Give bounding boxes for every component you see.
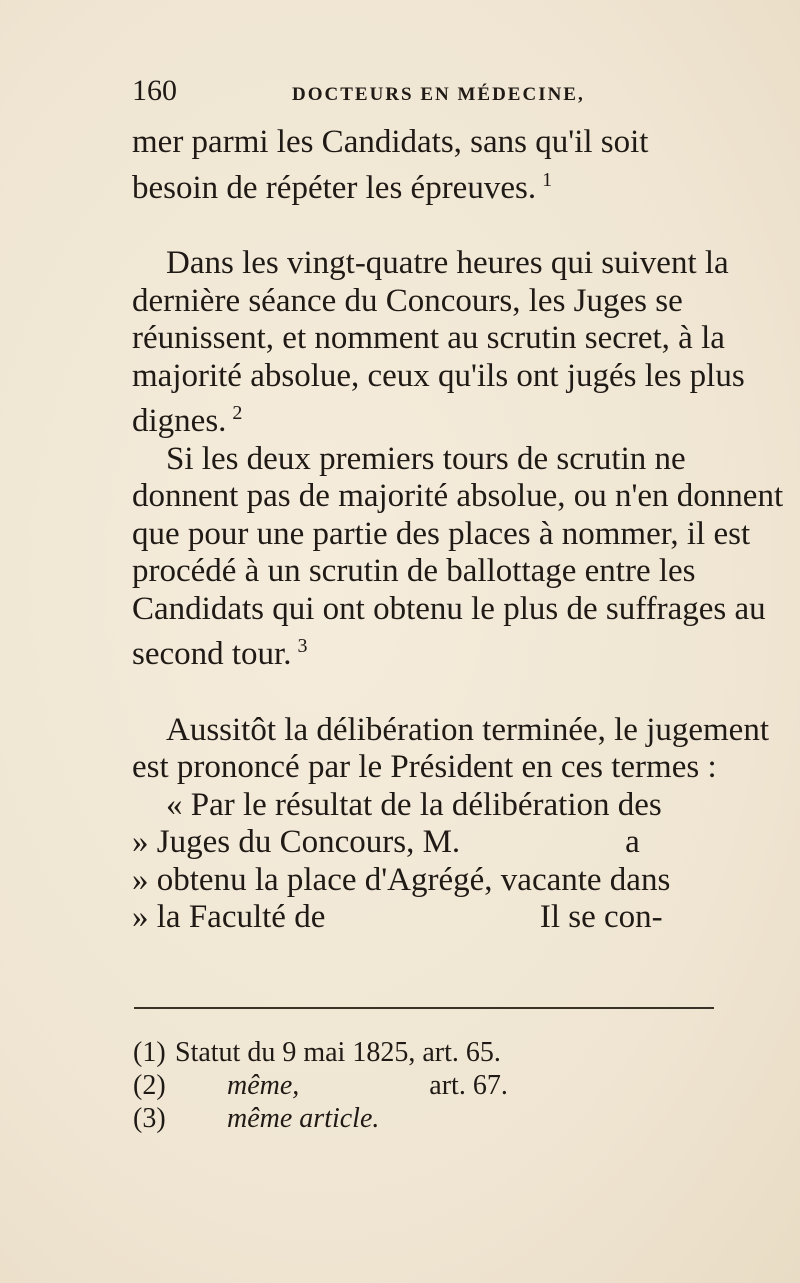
quote-line: « Par le résultat de la délibération des <box>166 786 662 823</box>
footnote-number: (1) <box>133 1037 166 1068</box>
quotation <box>132 787 800 937</box>
footnote-ref: art. 65. <box>422 1037 501 1068</box>
page-number: 160 <box>132 74 177 107</box>
footnotes <box>133 1036 733 1135</box>
text-line: mer parmi les Candidats, sans qu'il soit <box>132 124 649 160</box>
footnote-number: (2) <box>133 1070 166 1101</box>
footnote-text: même article. <box>227 1103 380 1134</box>
paragraph: Si les deux premiers tours de scrutin ne donnent pas de majorité absolue, ou n'en donnent que pour une partie des places à nommer, il est procédé à un scrutin de ballottage entre les Candidats qui ont obtenu le plus de suffrages au second tour. $^3$ <box>132 440 784 672</box>
footnote-number: (3) <box>133 1103 166 1134</box>
footnote-text: même, <box>227 1070 300 1101</box>
footnote-divider <box>134 1007 714 1009</box>
footnote <box>133 1069 733 1102</box>
running-head: DOCTEURS EN MÉDECINE, <box>292 84 585 105</box>
footnote <box>133 1102 733 1135</box>
paragraph: Dans les vingt-quatre heures qui suivent la dernière séance du Concours, les Juges se réunissent, et nomment au scrutin secret, à la majorité absolue, ceux qu'ils ont jugés les plus dignes. $^2$ <box>132 245 745 439</box>
paragraph: Aussitôt la délibération terminée, le jugement est prononcé par le Président en ces termes : <box>132 711 769 785</box>
footnote-ref: art. 67. <box>429 1070 508 1101</box>
quote-line: » la Faculté de Il se con- <box>132 899 663 935</box>
text-line: besoin de répéter les épreuves. $^1$ <box>132 168 553 206</box>
footnote-text: Statut du 9 mai 1825, <box>175 1037 416 1068</box>
footnote <box>133 1036 733 1069</box>
body-text <box>132 124 800 937</box>
footnote-marker: 3 <box>297 635 308 657</box>
footnote-marker: 2 <box>232 402 243 424</box>
quote-line: » obtenu la place d'Agrégé, vacante dans <box>132 861 671 898</box>
page-header <box>132 74 772 114</box>
footnote-marker: 1 <box>542 168 553 191</box>
quote-line: » Juges du Concours, M. a <box>132 824 640 860</box>
